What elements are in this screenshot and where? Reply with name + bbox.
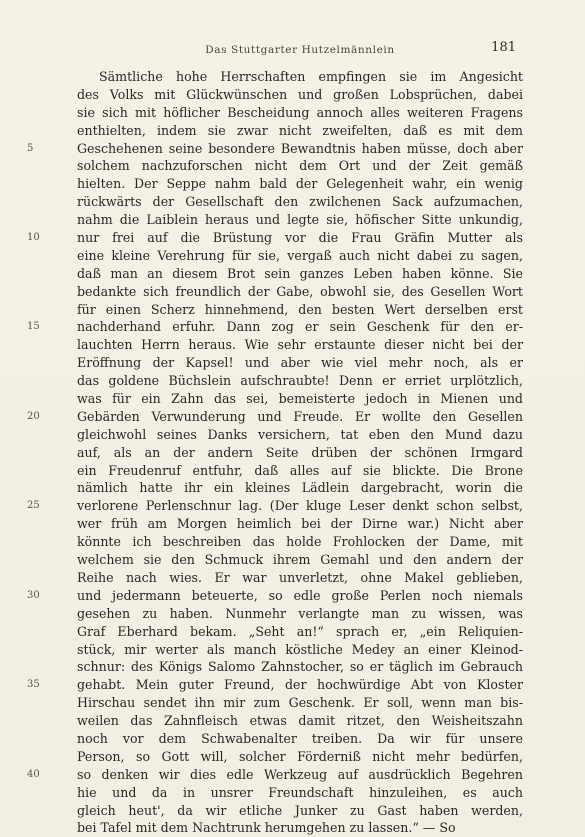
- text-line: [77, 479, 523, 497]
- line-text: bei Tafel mit dem Nachtrunk herumgehen zu lassen.“ — So: [77, 820, 456, 836]
- line-text: Sämtliche hohe Herrschaften empfingen sie im Angesicht: [99, 69, 523, 84]
- text-line: [77, 157, 523, 175]
- text-line: [77, 301, 523, 319]
- line-text: ein Freudenruf entfuhr, daß alles auf sie blickte. Die Brone: [77, 462, 523, 478]
- line-text: gleich heut', da wir etliche Junker zu Gast haben werden,: [77, 802, 523, 818]
- text-line: [77, 712, 523, 730]
- text-line: [27, 318, 523, 336]
- line-text: das goldene Büchslein aufschraubte! Denn er erriet urplötzlich,: [77, 373, 523, 389]
- line-text: könnte ich beschreiben das holde Frohlocken der Dame, mit: [77, 534, 523, 550]
- line-text: für einen Scherz hinnehmend, den besten Wert derselben erst: [77, 301, 523, 317]
- body-text: [27, 68, 523, 837]
- text-line: [77, 819, 523, 837]
- line-text: welchem sie den Schmuck ihrem Gemahl und den andern der: [77, 552, 523, 568]
- text-line: [27, 766, 523, 784]
- text-line: [77, 605, 523, 623]
- line-number: 25: [27, 500, 40, 512]
- text-line: [27, 408, 523, 426]
- line-text: hie und da in unsrer Freundschaft hinzuleihen, es auch: [77, 784, 523, 800]
- text-line: [77, 68, 523, 86]
- text-line: [77, 193, 523, 211]
- text-line: [77, 641, 523, 659]
- line-text: so denken wir dies edle Werkzeug auf ausdrücklich Begehren: [77, 766, 523, 782]
- line-text: eine kleine Verehrung für sie, vergaß auch nicht dabei zu sagen,: [77, 247, 523, 263]
- text-line: [27, 497, 523, 515]
- line-text: gehabt. Mein guter Freund, der hochwürdige Abt von Kloster: [77, 677, 523, 693]
- line-text: solchem nachzuforschen nicht dem Ort und der Zeit gemäß: [77, 158, 523, 174]
- text-line: [77, 86, 523, 104]
- running-head: Das Stuttgarter Hutzelmännlein: [205, 44, 395, 56]
- line-number: 35: [27, 679, 40, 691]
- text-line: [77, 748, 523, 766]
- text-line: [77, 265, 523, 283]
- line-text: nämlich hatte ihr ein kleines Lädlein dargebracht, worin die: [77, 480, 523, 496]
- text-line: [77, 533, 523, 551]
- line-text: noch vor dem Schwabenalter treiben. Da wir für unsere: [77, 730, 523, 746]
- text-line: [77, 623, 523, 641]
- text-line: [77, 104, 523, 122]
- line-text: lauchten Herrn heraus. Wie sehr erstaunte dieser nicht bei der: [77, 337, 523, 353]
- text-line: [77, 247, 523, 265]
- line-text: nahm die Laiblein heraus und legte sie, höfischer Sitte unkundig,: [77, 212, 523, 228]
- text-line: [77, 658, 523, 676]
- line-text: weilen das Zahnfleisch etwas damit ritzet, den Weisheitszahn: [77, 713, 523, 729]
- text-line: [77, 354, 523, 372]
- text-line: [77, 515, 523, 533]
- text-line: [77, 551, 523, 569]
- line-text: Gebärden Verwunderung und Freude. Er wollte den Gesellen: [77, 408, 523, 424]
- text-line: [77, 211, 523, 229]
- text-line: [77, 122, 523, 140]
- text-line: [27, 587, 523, 605]
- line-text: gesehen zu haben. Nunmehr verlangte man zu wissen, was: [77, 605, 523, 621]
- line-number: 10: [27, 232, 40, 244]
- line-text: daß man an diesem Brot sein ganzes Leben haben könne. Sie: [77, 265, 523, 281]
- text-line: [77, 372, 523, 390]
- line-number: 5: [27, 142, 34, 154]
- line-text: und jedermann beteuerte, so edle große Perlen noch niemals: [77, 587, 523, 603]
- text-line: [77, 175, 523, 193]
- text-line: [77, 283, 523, 301]
- page-number: 181: [491, 40, 516, 55]
- line-number: 20: [27, 410, 40, 422]
- line-text: Hirschau sendet ihn mir zum Geschenk. Er soll, wenn man bis-: [77, 695, 523, 711]
- line-text: enthielten, indem sie zwar nicht zweifelten, daß es mit dem: [77, 122, 523, 138]
- line-text: Graf Eberhard bekam. „Seht an!“ sprach er, „ein Reliquien-: [77, 623, 523, 639]
- text-line: [77, 462, 523, 480]
- text-line: [77, 569, 523, 587]
- text-line: [27, 140, 523, 158]
- line-text: Person, so Gott will, solcher Förderniß nicht mehr bedürfen,: [77, 748, 523, 764]
- line-text: nur frei auf die Brüstung vor die Frau Gräfin Mutter als: [77, 230, 523, 246]
- line-text: auf, als an der andern Seite drüben der schönen Irmgard: [77, 444, 523, 460]
- line-text: rückwärts der Gesellschaft den zwilchenen Sack aufzumachen,: [77, 194, 523, 210]
- page-header: [80, 40, 520, 60]
- text-line: [77, 390, 523, 408]
- text-line: [77, 336, 523, 354]
- text-line: [77, 694, 523, 712]
- line-text: verlorene Perlenschnur lag. (Der kluge Leser denkt schon selbst,: [77, 498, 523, 514]
- line-text: sie sich mit höflicher Bescheidung annoch alles weiteren Fragens: [77, 104, 523, 120]
- line-text: des Volks mit Glückwünschen und großen Lobsprüchen, dabei: [77, 86, 523, 102]
- text-line: [77, 426, 523, 444]
- line-number: 30: [27, 589, 40, 601]
- line-text: stück, mir werter als manch köstliche Medey an einer Kleinod-: [77, 641, 523, 657]
- line-number: 40: [27, 768, 40, 780]
- line-text: Eröffnung der Kapsel! und aber wie viel mehr noch, als er: [77, 355, 523, 371]
- line-text: Reihe nach wies. Er war unverletzt, ohne Makel geblieben,: [77, 569, 523, 585]
- line-text: hielten. Der Seppe nahm bald der Gelegenheit wahr, ein wenig: [77, 176, 523, 192]
- line-text: wer früh am Morgen heimlich bei der Dirne war.) Nicht aber: [77, 516, 523, 532]
- text-line: [27, 676, 523, 694]
- text-line: [77, 784, 523, 802]
- line-text: bedankte sich freundlich der Gabe, obwohl sie, des Gesellen Wort: [77, 283, 523, 299]
- text-line: [27, 229, 523, 247]
- line-text: was für ein Zahn das sei, bemeisterte jedoch in Mienen und: [77, 391, 523, 407]
- line-text: schnur: des Königs Salomo Zahnstocher, so er täglich im Gebrauch: [77, 659, 523, 675]
- text-line: [77, 444, 523, 462]
- line-text: gleichwohl seines Danks versichern, tat eben den Mund dazu: [77, 426, 523, 442]
- line-text: nachderhand erfuhr. Dann zog er sein Geschenk für den er-: [77, 319, 523, 335]
- line-number: 15: [27, 321, 40, 333]
- line-text: Geschehenen seine besondere Bewandtnis haben müsse, doch aber: [77, 140, 523, 156]
- text-line: [77, 730, 523, 748]
- text-line: [77, 802, 523, 820]
